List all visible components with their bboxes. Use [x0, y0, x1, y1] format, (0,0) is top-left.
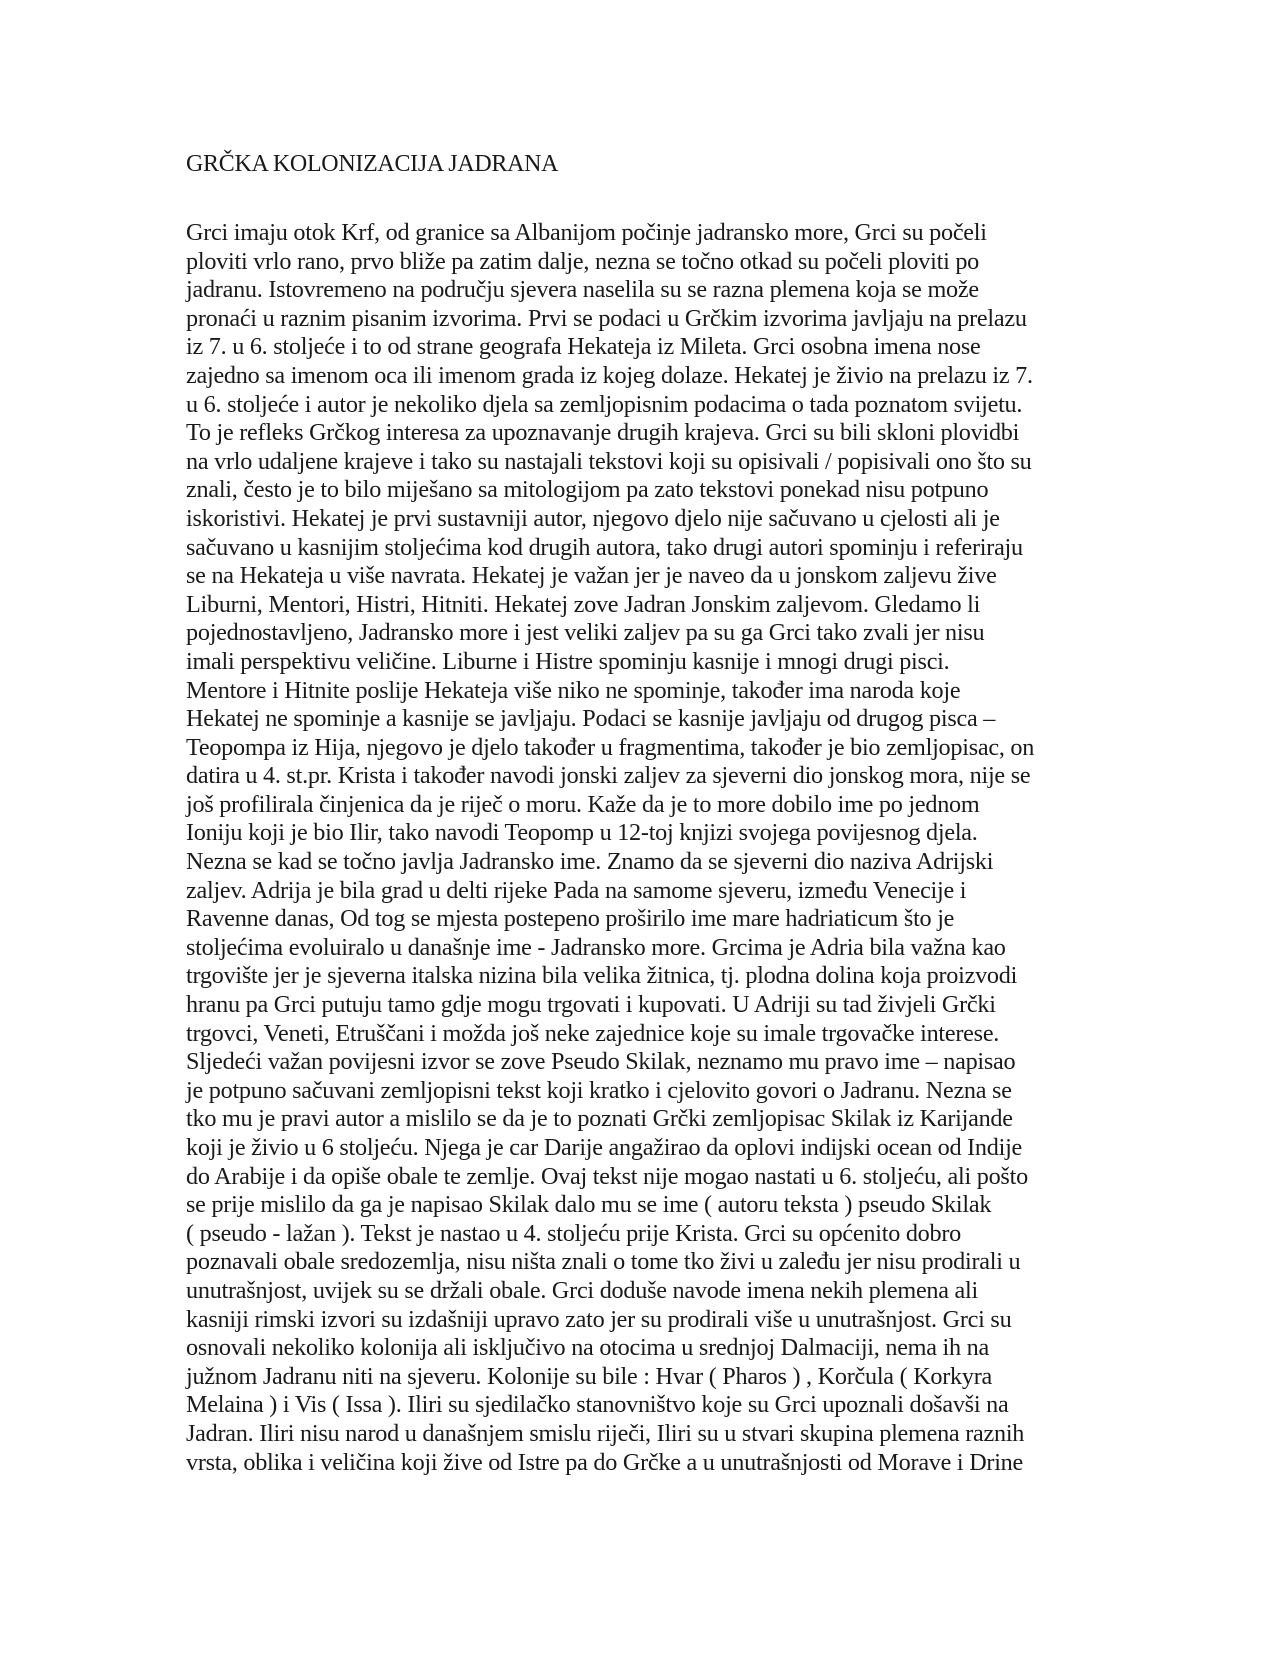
body-line: kasniji rimski izvori su izdašniji upravo zato jer su prodirali više u unutrašnjost. Grci su [186, 1305, 1012, 1333]
body-line: zajedno sa imenom oca ili imenom grada iz kojeg dolaze. Hekatej je živio na prelazu iz 7. [186, 361, 1033, 389]
body-line: poznavali obale sredozemlja, nisu ništa znali o tome tko živi u zaleđu jer nisu prodirali u [186, 1248, 1021, 1276]
body-line: još profilirala činjenica da je riječ o moru. Kaže da je to more dobilo ime po jednom [186, 790, 980, 818]
body-line: To je refleks Grčkog interesa za upoznavanje drugih krajeva. Grci su bili skloni plovidbi [186, 419, 1020, 447]
body-line: se prije mislilo da ga je napisao Skilak dalo mu se ime ( autoru teksta ) pseudo Skilak [186, 1191, 992, 1219]
body-line: tko mu je pravi autor a mislilo se da je to poznati Grčki zemljopisac Skilak iz Karijande [186, 1105, 1013, 1133]
body-line: ploviti vrlo rano, prvo bliže pa zatim dalje, nezna se točno otkad su počeli ploviti po [186, 247, 980, 275]
body-line: ( pseudo - lažan ). Tekst je nastao u 4. stoljeću prije Krista. Grci su općenito dobro [186, 1219, 962, 1247]
body-line: unutrašnjost, uvijek su se držali obale. Grci doduše navode imena nekih plemena ali [186, 1276, 978, 1304]
body-line: Melaina ) i Vis ( Issa ). Iliri su sjedilačko stanovništvo koje su Grci upoznali došavši na [186, 1391, 1009, 1419]
body-line: Ioniju koji je bio Ilir, tako navodi Teopomp u 12-toj knjizi svojega povijesnog djela. [186, 819, 978, 847]
body-line: iz 7. u 6. stoljeće i to od strane geografa Hekateja iz Mileta. Grci osobna imena nose [186, 333, 981, 361]
body-line: trgovci, Veneti, Etruščani i možda još neke zajednice koje su imale trgovačke interese. [186, 1019, 1000, 1047]
body-line: Teopompa iz Hija, njegovo je djelo također u fragmentima, također je bio zemljopisac, on [186, 733, 1035, 761]
body-line: iskoristivi. Hekatej je prvi sustavniji autor, njegovo djelo nije sačuvano u cjelosti ali je [186, 504, 1000, 532]
body-line: u 6. stoljeće i autor je nekoliko djela sa zemljopisnim podacima o tada poznatom svijetu. [186, 390, 1023, 418]
body-line: Nezna se kad se točno javlja Jadransko ime. Znamo da se sjeverni dio naziva Adrijski [186, 848, 994, 876]
body-line: vrsta, oblika i veličina koji žive od Istre pa do Grčke a u unutrašnjosti od Morave i Drine [186, 1448, 1024, 1476]
body-line: osnovali nekoliko kolonija ali isključivo na otocima u srednjoj Dalmaciji, nema ih na [186, 1334, 989, 1362]
body-line: pronaći u raznim pisanim izvorima. Prvi se podaci u Grčkim izvorima javljaju na prelazu [186, 304, 1027, 332]
body-line: na vrlo udaljene krajeve i tako su nastajali tekstovi koji su opisivali / popisivali ono što su [186, 447, 1032, 475]
body-line: Jadran. Iliri nisu narod u današnjem smislu riječi, Iliri su u stvari skupina plemena raznih [186, 1419, 1025, 1447]
body-line: datira u 4. st.pr. Krista i također navodi jonski zaljev za sjeverni dio jonskog mora, nije se [186, 762, 1031, 790]
body-line: Ravenne danas, Od tog se mjesta postepeno proširilo ime mare hadriaticum što je [186, 905, 955, 933]
document-title: GRČKA KOLONIZACIJA JADRANA [186, 151, 559, 177]
body-line: Sljedeći važan povijesni izvor se zove Pseudo Skilak, neznamo mu pravo ime – napisao [186, 1048, 1016, 1076]
body-line: zaljev. Adrija je bila grad u delti rijeke Pada na samome sjeveru, između Venecije i [186, 876, 967, 904]
body-line: Liburni, Mentori, Histri, Hitniti. Hekatej zove Jadran Jonskim zaljevom. Gledamo li [186, 590, 981, 618]
body-line: južnom Jadranu niti na sjeveru. Kolonije su bile : Hvar ( Pharos ) , Korčula ( Korkyra [186, 1362, 993, 1390]
body-line: Hekatej ne spominje a kasnije se javljaju. Podaci se kasnije javljaju od drugog pisca – [186, 705, 996, 733]
body-line: pojednostavljeno, Jadransko more i jest veliki zaljev pa su ga Grci tako zvali jer nisu [186, 619, 985, 647]
body-line: Mentore i Hitnite poslije Hekateja više niko ne spominje, također ima naroda koje [186, 676, 961, 704]
body-line: imali perspektivu veličine. Liburne i Histre spominju kasnije i mnogi drugi pisci. [186, 647, 950, 675]
body-line: trgovište jer je sjeverna italska nizina bila velika žitnica, tj. plodna dolina koja proizvodi [186, 962, 1018, 990]
body-line: hranu pa Grci putuju tamo gdje mogu trgovati i kupovati. U Adriji su tad živjeli Grčki [186, 991, 996, 1019]
document-body [186, 219, 1086, 1477]
body-line: je potpuno sačuvani zemljopisni tekst koji kratko i cjelovito govori o Jadranu. Nezna se [186, 1076, 1012, 1104]
body-line: znali, često je to bilo miješano sa mitologijom pa zato tekstovi ponekad nisu potpuno [186, 476, 989, 504]
body-line: stoljećima evoluiralo u današnje ime - Jadransko more. Grcima je Adria bila važna kao [186, 933, 1006, 961]
document-content [186, 150, 1086, 1477]
body-line: sačuvano u kasnijim stoljećima kod drugih autora, tako drugi autori spominju i referiraju [186, 533, 1023, 561]
body-line: jadranu. Istovremeno na području sjevera naselila su se razna plemena koja se može [186, 276, 979, 304]
body-line: do Arabije i da opiše obale te zemlje. Ovaj tekst nije mogao nastati u 6. stoljeću, ali pošto [186, 1162, 1028, 1190]
body-line: Grci imaju otok Krf, od granice sa Albanijom počinje jadransko more, Grci su počeli [186, 219, 987, 246]
body-line: koji je živio u 6 stoljeću. Njega je car Darije angažirao da oplovi indijski ocean od Indije [186, 1134, 1023, 1161]
body-line: se na Hekateja u više navrata. Hekatej je važan jer je naveo da u jonskom zaljevu žive [186, 562, 997, 590]
